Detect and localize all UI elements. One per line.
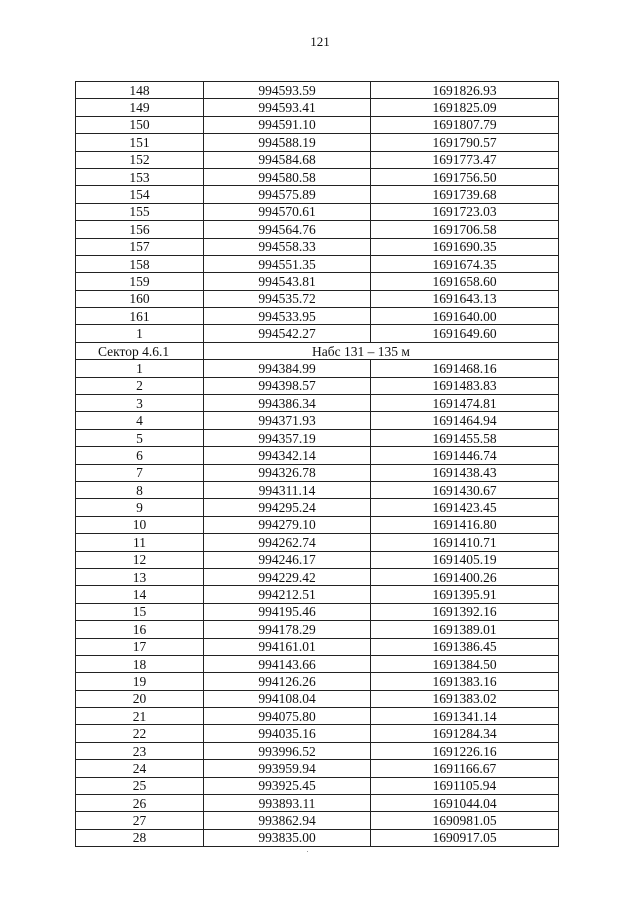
coordinate-x: 994591.10 xyxy=(204,116,371,133)
point-number: 11 xyxy=(76,534,204,551)
table-row xyxy=(76,464,559,481)
table-row xyxy=(76,238,559,255)
coordinate-y: 1691756.50 xyxy=(371,168,559,185)
table-row xyxy=(76,708,559,725)
coordinate-y: 1691825.09 xyxy=(371,99,559,116)
point-number: 15 xyxy=(76,603,204,620)
coordinate-y: 1691474.81 xyxy=(371,395,559,412)
coordinate-x: 994279.10 xyxy=(204,516,371,533)
coordinate-y: 1691405.19 xyxy=(371,551,559,568)
point-number: 1 xyxy=(76,360,204,377)
point-number: 153 xyxy=(76,168,204,185)
point-number: 7 xyxy=(76,464,204,481)
coordinate-y: 1691690.35 xyxy=(371,238,559,255)
table-row xyxy=(76,134,559,151)
coordinate-x: 993862.94 xyxy=(204,812,371,829)
coordinate-y: 1691438.43 xyxy=(371,464,559,481)
point-number: 156 xyxy=(76,221,204,238)
point-number: 150 xyxy=(76,116,204,133)
point-number: 4 xyxy=(76,412,204,429)
coordinate-y: 1691341.14 xyxy=(371,708,559,725)
table-row xyxy=(76,308,559,325)
table-row xyxy=(76,290,559,307)
point-number: 23 xyxy=(76,742,204,759)
table-row xyxy=(76,638,559,655)
coordinate-y: 1691739.68 xyxy=(371,186,559,203)
coordinate-y: 1691643.13 xyxy=(371,290,559,307)
coordinate-x: 994384.99 xyxy=(204,360,371,377)
coordinate-y: 1691410.71 xyxy=(371,534,559,551)
coordinate-x: 994326.78 xyxy=(204,464,371,481)
point-number: 28 xyxy=(76,829,204,846)
point-number: 148 xyxy=(76,82,204,99)
table-row xyxy=(76,412,559,429)
coordinate-x: 993893.11 xyxy=(204,795,371,812)
coordinate-x: 994580.58 xyxy=(204,168,371,185)
coordinate-x: 994108.04 xyxy=(204,690,371,707)
coordinate-x: 994575.89 xyxy=(204,186,371,203)
coordinate-x: 994542.27 xyxy=(204,325,371,342)
coordinate-y: 1691423.45 xyxy=(371,499,559,516)
coordinate-x: 994564.76 xyxy=(204,221,371,238)
point-number: 5 xyxy=(76,429,204,446)
point-number: 157 xyxy=(76,238,204,255)
table-row xyxy=(76,273,559,290)
point-number: 10 xyxy=(76,516,204,533)
coordinate-y: 1691483.83 xyxy=(371,377,559,394)
coordinate-x: 994212.51 xyxy=(204,586,371,603)
coordinate-x: 993835.00 xyxy=(204,829,371,846)
coordinate-x: 994126.26 xyxy=(204,673,371,690)
point-number: 160 xyxy=(76,290,204,307)
point-number: 6 xyxy=(76,447,204,464)
sector-row xyxy=(76,342,559,359)
point-number: 25 xyxy=(76,777,204,794)
point-number: 24 xyxy=(76,760,204,777)
coordinate-x: 994593.41 xyxy=(204,99,371,116)
coordinate-y: 1691383.02 xyxy=(371,690,559,707)
point-number: 14 xyxy=(76,586,204,603)
sector-depth-range: Набс 131 – 135 м xyxy=(204,342,559,359)
coordinate-x: 994398.57 xyxy=(204,377,371,394)
table-row xyxy=(76,742,559,759)
coordinate-x: 993925.45 xyxy=(204,777,371,794)
coordinate-x: 994195.46 xyxy=(204,603,371,620)
point-number: 22 xyxy=(76,725,204,742)
coordinate-y: 1690981.05 xyxy=(371,812,559,829)
point-number: 149 xyxy=(76,99,204,116)
coordinate-y: 1691455.58 xyxy=(371,429,559,446)
coordinate-y: 1691446.74 xyxy=(371,447,559,464)
coordinate-x: 994558.33 xyxy=(204,238,371,255)
table-row xyxy=(76,168,559,185)
point-number: 154 xyxy=(76,186,204,203)
coordinates-table xyxy=(75,81,559,847)
coordinate-y: 1691658.60 xyxy=(371,273,559,290)
coordinate-x: 994246.17 xyxy=(204,551,371,568)
point-number: 158 xyxy=(76,255,204,272)
coordinate-x: 994311.14 xyxy=(204,481,371,498)
coordinate-y: 1691773.47 xyxy=(371,151,559,168)
coordinate-x: 994570.61 xyxy=(204,203,371,220)
point-number: 19 xyxy=(76,673,204,690)
point-number: 27 xyxy=(76,812,204,829)
table-row xyxy=(76,795,559,812)
point-number: 161 xyxy=(76,308,204,325)
coordinate-x: 994229.42 xyxy=(204,568,371,585)
coordinate-x: 994035.16 xyxy=(204,725,371,742)
scan-speck xyxy=(307,851,308,852)
coordinate-x: 994386.34 xyxy=(204,395,371,412)
coordinate-x: 994588.19 xyxy=(204,134,371,151)
point-number: 17 xyxy=(76,638,204,655)
point-number: 12 xyxy=(76,551,204,568)
coordinate-y: 1691706.58 xyxy=(371,221,559,238)
point-number: 18 xyxy=(76,655,204,672)
coordinate-y: 1691284.34 xyxy=(371,725,559,742)
coordinate-x: 994295.24 xyxy=(204,499,371,516)
table-row xyxy=(76,534,559,551)
point-number: 8 xyxy=(76,481,204,498)
coordinate-y: 1691166.67 xyxy=(371,760,559,777)
coordinate-y: 1691105.94 xyxy=(371,777,559,794)
coordinate-x: 994161.01 xyxy=(204,638,371,655)
coordinate-x: 994535.72 xyxy=(204,290,371,307)
table-row xyxy=(76,586,559,603)
table-row xyxy=(76,551,559,568)
table-row xyxy=(76,829,559,846)
coordinate-y: 1691430.67 xyxy=(371,481,559,498)
coordinate-y: 1691386.45 xyxy=(371,638,559,655)
coordinate-y: 1691384.50 xyxy=(371,655,559,672)
coordinate-y: 1691790.57 xyxy=(371,134,559,151)
coordinate-y: 1691468.16 xyxy=(371,360,559,377)
table-row xyxy=(76,395,559,412)
coordinate-x: 994357.19 xyxy=(204,429,371,446)
table-row xyxy=(76,203,559,220)
coordinate-y: 1691674.35 xyxy=(371,255,559,272)
coordinate-y: 1690917.05 xyxy=(371,829,559,846)
point-number: 2 xyxy=(76,377,204,394)
table-row xyxy=(76,603,559,620)
coordinate-y: 1691723.03 xyxy=(371,203,559,220)
coordinate-x: 994371.93 xyxy=(204,412,371,429)
coordinate-y: 1691807.79 xyxy=(371,116,559,133)
page-number: 121 xyxy=(310,34,330,49)
table-row xyxy=(76,516,559,533)
coordinate-y: 1691400.26 xyxy=(371,568,559,585)
table-row xyxy=(76,690,559,707)
table-row xyxy=(76,673,559,690)
point-number: 152 xyxy=(76,151,204,168)
table-row xyxy=(76,116,559,133)
table-row xyxy=(76,481,559,498)
point-number: 21 xyxy=(76,708,204,725)
table-row xyxy=(76,812,559,829)
table-row xyxy=(76,255,559,272)
coordinate-x: 993996.52 xyxy=(204,742,371,759)
table-row xyxy=(76,725,559,742)
table-row xyxy=(76,99,559,116)
table-row xyxy=(76,151,559,168)
table-row xyxy=(76,655,559,672)
coordinate-x: 994342.14 xyxy=(204,447,371,464)
point-number: 159 xyxy=(76,273,204,290)
table-row xyxy=(76,760,559,777)
point-number: 20 xyxy=(76,690,204,707)
table-row xyxy=(76,429,559,446)
point-number: 3 xyxy=(76,395,204,412)
coordinate-x: 994584.68 xyxy=(204,151,371,168)
table-row xyxy=(76,621,559,638)
coordinate-x: 994178.29 xyxy=(204,621,371,638)
coordinates-table-body xyxy=(76,82,559,847)
coordinate-y: 1691389.01 xyxy=(371,621,559,638)
coordinate-y: 1691392.16 xyxy=(371,603,559,620)
point-number: 9 xyxy=(76,499,204,516)
coordinate-x: 993959.94 xyxy=(204,760,371,777)
coordinate-x: 994551.35 xyxy=(204,255,371,272)
point-number: 13 xyxy=(76,568,204,585)
coordinate-x: 994075.80 xyxy=(204,708,371,725)
coordinate-x: 994143.66 xyxy=(204,655,371,672)
coordinate-y: 1691640.00 xyxy=(371,308,559,325)
table-row xyxy=(76,499,559,516)
table-row xyxy=(76,186,559,203)
point-number: 26 xyxy=(76,795,204,812)
table-row xyxy=(76,377,559,394)
coordinate-y: 1691044.04 xyxy=(371,795,559,812)
coordinate-x: 994533.95 xyxy=(204,308,371,325)
point-number: 1 xyxy=(76,325,204,342)
table-row xyxy=(76,447,559,464)
coordinate-x: 994593.59 xyxy=(204,82,371,99)
coordinate-y: 1691416.80 xyxy=(371,516,559,533)
coordinate-y: 1691826.93 xyxy=(371,82,559,99)
coordinate-x: 994262.74 xyxy=(204,534,371,551)
table-row xyxy=(76,82,559,99)
coordinate-y: 1691395.91 xyxy=(371,586,559,603)
coordinate-y: 1691383.16 xyxy=(371,673,559,690)
coordinate-y: 1691464.94 xyxy=(371,412,559,429)
table-row xyxy=(76,325,559,342)
point-number: 16 xyxy=(76,621,204,638)
coordinate-x: 994543.81 xyxy=(204,273,371,290)
table-row xyxy=(76,221,559,238)
point-number: 151 xyxy=(76,134,204,151)
coordinate-y: 1691226.16 xyxy=(371,742,559,759)
table-row xyxy=(76,568,559,585)
point-number: 155 xyxy=(76,203,204,220)
coordinate-y: 1691649.60 xyxy=(371,325,559,342)
table-row xyxy=(76,777,559,794)
table-row xyxy=(76,360,559,377)
sector-label: Сектор 4.6.1 xyxy=(76,342,204,359)
